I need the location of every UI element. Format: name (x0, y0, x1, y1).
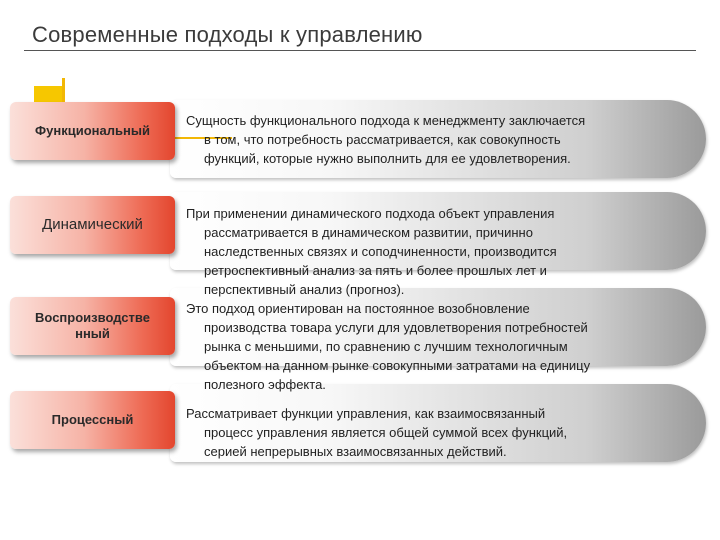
desc-line: Рассматривает функции управления, как взаимосвязанный (186, 406, 546, 421)
desc-line: объектом на данном рынке совокупными затратами на единицу (204, 358, 591, 373)
label-functional-text: Функциональный (35, 123, 150, 138)
desc-line: Сущность функционального подхода к менеджменту заключается (186, 113, 586, 128)
label-process (10, 391, 175, 449)
desc-line: процесс управления является общей суммой всех функций, (204, 425, 568, 440)
desc-line: производства товара услуги для удовлетворения потребностей (204, 320, 588, 335)
label-reproductive-line1: Воспроизводстве (35, 310, 150, 325)
desc-line: рассматривается в динамическом развитии, причинно (204, 225, 533, 240)
description-process (186, 404, 686, 461)
desc-line: наследственных связях и соподчиненности, производится (204, 244, 557, 259)
label-reproductive-line2: нный (75, 326, 110, 341)
page-title: Современные подходы к управлению (32, 22, 423, 47)
label-dynamic-text: Динамический (42, 216, 143, 233)
desc-line: рынка с меньшими, по сравнению с лучшим технологичным (204, 339, 568, 354)
label-reproductive-text (35, 310, 150, 342)
desc-line: перспективный анализ (прогноз). (204, 282, 405, 297)
description-functional (186, 111, 686, 168)
label-functional (10, 102, 175, 160)
desc-line: серией непрерывных взаимосвязанных действий. (204, 444, 507, 459)
label-dynamic (10, 196, 175, 254)
desc-line: полезного эффекта. (204, 377, 326, 392)
desc-line: При применении динамического подхода объект управления (186, 206, 555, 221)
description-dynamic (186, 204, 686, 299)
desc-line: функций, которые нужно выполнить для ее удовлетворения. (204, 151, 571, 166)
label-reproductive (10, 297, 175, 355)
title-underline (24, 50, 696, 51)
label-process-text: Процессный (51, 412, 134, 427)
desc-line: в том, что потребность рассматривается, как совокупность (204, 132, 561, 147)
desc-line: ретроспективный анализ за пять и более прошлых лет и (204, 263, 547, 278)
desc-line: Это подход ориентирован на постоянное возобновление (186, 301, 530, 316)
description-reproductive (186, 299, 686, 394)
